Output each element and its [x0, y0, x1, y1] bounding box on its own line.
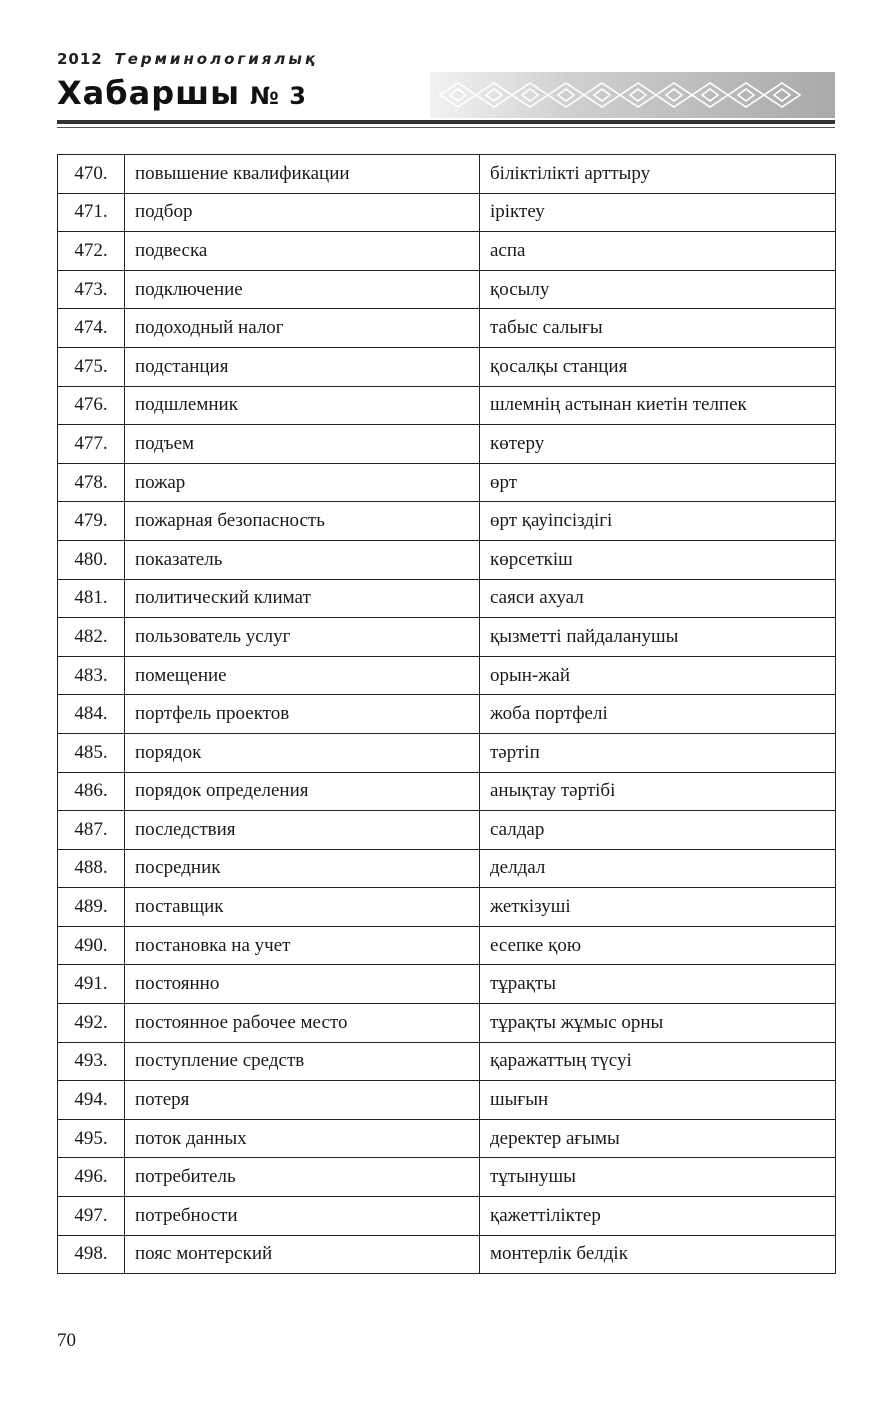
term-russian: постоянное рабочее место: [125, 1004, 480, 1043]
term-russian: пользователь услуг: [125, 618, 480, 657]
term-kazakh: саяси ахуал: [480, 579, 836, 618]
table-row: [58, 926, 836, 965]
table-row: [58, 540, 836, 579]
term-number: 488.: [58, 849, 125, 888]
term-russian: политический климат: [125, 579, 480, 618]
table-row: [58, 309, 836, 348]
term-kazakh: анықтау тәртібі: [480, 772, 836, 811]
year: 2012: [57, 50, 103, 68]
term-kazakh: табыс салығы: [480, 309, 836, 348]
term-number: 492.: [58, 1004, 125, 1043]
term-kazakh: көрсеткіш: [480, 540, 836, 579]
header-rule-thin: [57, 127, 835, 128]
term-number: 480.: [58, 540, 125, 579]
term-kazakh: деректер ағымы: [480, 1119, 836, 1158]
term-kazakh: өрт: [480, 463, 836, 502]
journal-line: Терминологиялық: [114, 50, 319, 68]
term-kazakh: іріктеу: [480, 193, 836, 232]
table-row: [58, 1197, 836, 1236]
term-kazakh: аспа: [480, 232, 836, 271]
term-number: 474.: [58, 309, 125, 348]
journal-title: [57, 74, 307, 112]
term-number: 473.: [58, 270, 125, 309]
table-row: [58, 425, 836, 464]
term-russian: подстанция: [125, 347, 480, 386]
term-number: 498.: [58, 1235, 125, 1274]
table-row: [58, 386, 836, 425]
term-russian: портфель проектов: [125, 695, 480, 734]
term-russian: подшлемник: [125, 386, 480, 425]
term-number: 487.: [58, 811, 125, 850]
term-russian: подоходный налог: [125, 309, 480, 348]
term-russian: показатель: [125, 540, 480, 579]
terms-table: [57, 154, 836, 1274]
term-kazakh: тұтынушы: [480, 1158, 836, 1197]
term-kazakh: тұрақты жұмыс орны: [480, 1004, 836, 1043]
term-number: 486.: [58, 772, 125, 811]
term-kazakh: қосалқы станция: [480, 347, 836, 386]
term-kazakh: орын-жай: [480, 656, 836, 695]
term-kazakh: біліктілікті арттыру: [480, 155, 836, 194]
term-kazakh: монтерлік белдік: [480, 1235, 836, 1274]
term-number: 481.: [58, 579, 125, 618]
term-kazakh: шлемнің астынан киетін телпек: [480, 386, 836, 425]
term-number: 494.: [58, 1081, 125, 1120]
table-row: [58, 1004, 836, 1043]
table-row: [58, 772, 836, 811]
term-kazakh: есепке қою: [480, 926, 836, 965]
term-russian: постановка на учет: [125, 926, 480, 965]
term-number: 472.: [58, 232, 125, 271]
header-rule: [57, 120, 835, 124]
table-row: [58, 1042, 836, 1081]
table-row: [58, 965, 836, 1004]
term-russian: потребности: [125, 1197, 480, 1236]
term-kazakh: шығын: [480, 1081, 836, 1120]
term-kazakh: салдар: [480, 811, 836, 850]
term-kazakh: көтеру: [480, 425, 836, 464]
table-row: [58, 733, 836, 772]
term-kazakh: жеткізуші: [480, 888, 836, 927]
table-row: [58, 1081, 836, 1120]
table-row: [58, 656, 836, 695]
table-row: [58, 155, 836, 194]
term-russian: посредник: [125, 849, 480, 888]
term-russian: подвеска: [125, 232, 480, 271]
ornament-pattern: [430, 72, 835, 118]
table-row: [58, 502, 836, 541]
term-russian: поставщик: [125, 888, 480, 927]
term-russian: поток данных: [125, 1119, 480, 1158]
term-russian: порядок: [125, 733, 480, 772]
ornament-band: [430, 72, 835, 118]
term-russian: пожарная безопасность: [125, 502, 480, 541]
term-number: 482.: [58, 618, 125, 657]
term-number: 475.: [58, 347, 125, 386]
term-kazakh: қаражаттың түсуі: [480, 1042, 836, 1081]
term-kazakh: жоба портфелі: [480, 695, 836, 734]
term-russian: последствия: [125, 811, 480, 850]
term-russian: потеря: [125, 1081, 480, 1120]
term-russian: порядок определения: [125, 772, 480, 811]
page-header: [0, 0, 881, 140]
term-kazakh: тұрақты: [480, 965, 836, 1004]
terms-table-body: [58, 155, 836, 1274]
term-russian: пояс монтерский: [125, 1235, 480, 1274]
table-row: [58, 232, 836, 271]
term-russian: поступление средств: [125, 1042, 480, 1081]
table-row: [58, 888, 836, 927]
table-row: [58, 618, 836, 657]
term-russian: пожар: [125, 463, 480, 502]
term-kazakh: тәртіп: [480, 733, 836, 772]
page-number: 70: [57, 1330, 76, 1351]
term-russian: помещение: [125, 656, 480, 695]
issue-number: № 3: [250, 82, 307, 110]
term-number: 479.: [58, 502, 125, 541]
term-kazakh: делдал: [480, 849, 836, 888]
term-russian: постоянно: [125, 965, 480, 1004]
term-number: 470.: [58, 155, 125, 194]
term-number: 489.: [58, 888, 125, 927]
table-row: [58, 1119, 836, 1158]
journal-subtitle: [57, 50, 318, 68]
table-row: [58, 193, 836, 232]
term-number: 495.: [58, 1119, 125, 1158]
table-row: [58, 695, 836, 734]
table-row: [58, 579, 836, 618]
term-number: 491.: [58, 965, 125, 1004]
table-row: [58, 347, 836, 386]
term-number: 485.: [58, 733, 125, 772]
term-number: 497.: [58, 1197, 125, 1236]
term-kazakh: қажеттіліктер: [480, 1197, 836, 1236]
term-russian: подъем: [125, 425, 480, 464]
term-number: 484.: [58, 695, 125, 734]
table-row: [58, 811, 836, 850]
term-russian: потребитель: [125, 1158, 480, 1197]
table-row: [58, 270, 836, 309]
term-number: 471.: [58, 193, 125, 232]
term-kazakh: өрт қауіпсіздігі: [480, 502, 836, 541]
term-number: 496.: [58, 1158, 125, 1197]
term-number: 483.: [58, 656, 125, 695]
term-number: 490.: [58, 926, 125, 965]
term-russian: повышение квалификации: [125, 155, 480, 194]
term-number: 493.: [58, 1042, 125, 1081]
term-kazakh: қызметті пайдаланушы: [480, 618, 836, 657]
title-text: Хабаршы: [57, 74, 241, 112]
table-row: [58, 463, 836, 502]
term-kazakh: қосылу: [480, 270, 836, 309]
table-row: [58, 1235, 836, 1274]
term-russian: подключение: [125, 270, 480, 309]
term-number: 476.: [58, 386, 125, 425]
term-number: 478.: [58, 463, 125, 502]
table-row: [58, 1158, 836, 1197]
term-russian: подбор: [125, 193, 480, 232]
term-number: 477.: [58, 425, 125, 464]
table-row: [58, 849, 836, 888]
